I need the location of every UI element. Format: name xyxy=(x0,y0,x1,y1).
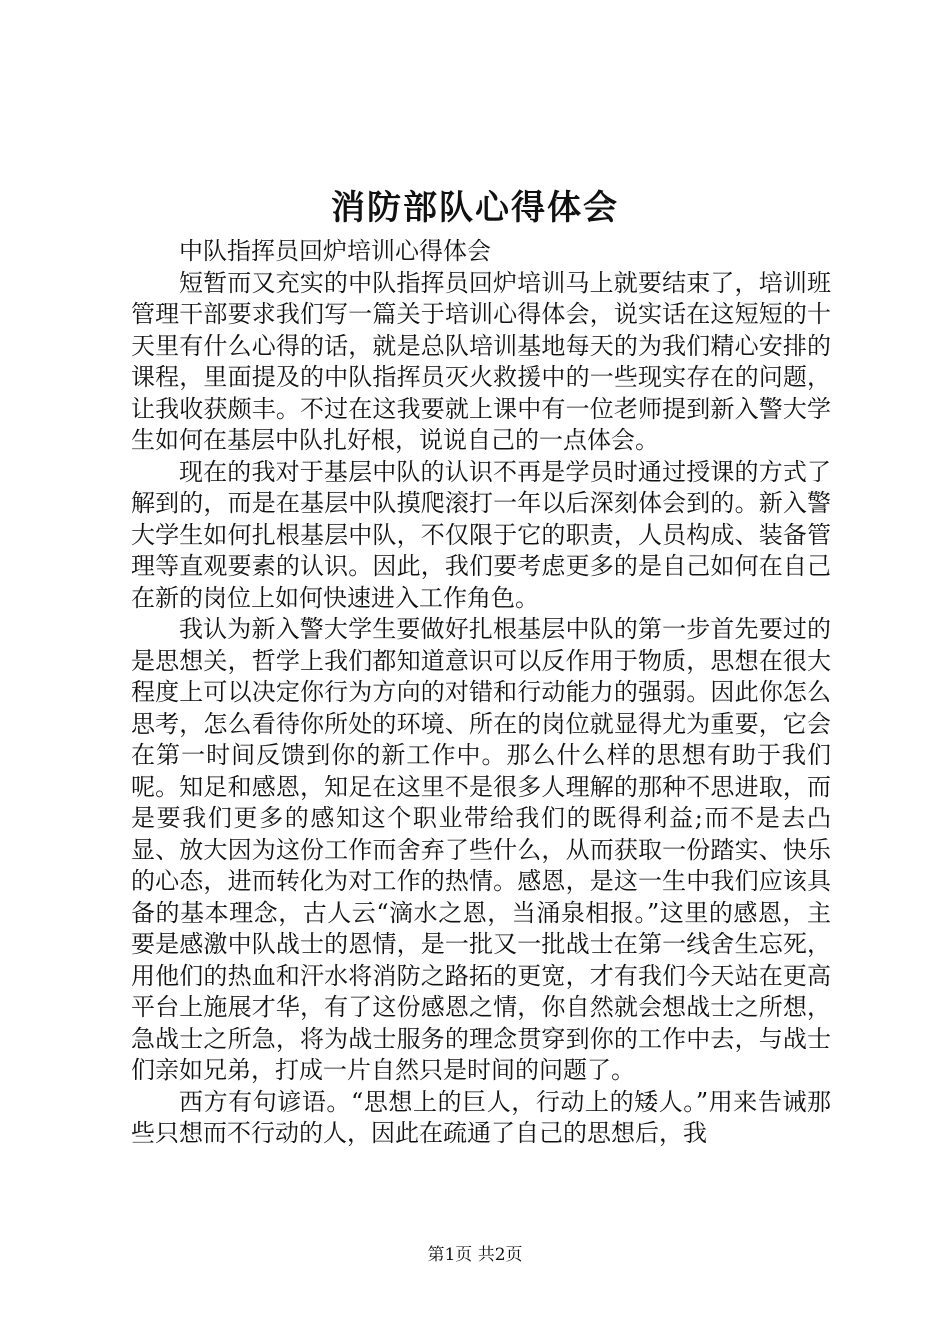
document-title: 消防部队心得体会 xyxy=(331,188,619,228)
document-subtitle: 中队指挥员回炉培训心得体会 xyxy=(179,237,491,265)
paragraph-2: 现在的我对于基层中队的认识不再是学员时通过授课的方式了解到的，而是在基层中队摸爬滚打一年以后深刻体会到的。新入警大学生如何扎根基层中队，不仅限于它的职责，人员构成、装备管理等直观要素的认识。因此，我们要考虑更多的是自己如何在自己在新的岗位上如何快速进入工作角色。 xyxy=(131,457,831,612)
paragraph-4: 西方有句谚语。“思想上的巨人，行动上的矮人。”用来告诫那些只想而不行动的人，因此在疏通了自己的思想后，我 xyxy=(131,1087,831,1147)
document-body xyxy=(131,236,831,1150)
page-footer: 第1页 共2页 xyxy=(427,1245,523,1265)
paragraph-3: 我认为新入警大学生要做好扎根基层中队的第一步首先要过的是思想关，哲学上我们都知道意识可以反作用于物质，思想在很大程度上可以决定你行为方向的对错和行动能力的强弱。因此你怎么思考，怎么看待你所处的环境、所在的岗位就显得尤为重要，它会在第一时间反馈到你的新工作中。那么什么样的思想有助于我们呢。知足和感恩，知足在这里不是很多人理解的那种不思进取，而是要我们更多的感知这个职业带给我们的既得利益;而不是去凸显、放大因为这份工作而舍弃了些什么，从而获取一份踏实、快乐的心态，进而转化为对工作的热情。感恩，是这一生中我们应该具备的基本理念，古人云“滴水之恩，当涌泉相报。”这里的感恩，主要是感激中队战士的恩情，是一批又一批战士在第一线舍生忘死，用他们的热血和汗水将消防之路拓的更宽，才有我们今天站在更高平台上施展才华，有了这份感恩之情，你自然就会想战士之所想，急战士之所急，将为战士服务的理念贯穿到你的工作中去，与战士们亲如兄弟，打成一片自然只是时间的问题了。 xyxy=(131,615,831,1084)
paragraph-1: 短暂而又充实的中队指挥员回炉培训马上就要结束了，培训班管理干部要求我们写一篇关于培训心得体会，说实话在这短短的十天里有什么心得的话，就是总队培训基地每天的为我们精心安排的课程，里面提及的中队指挥员灭火救援中的一些现实存在的问题，让我收获颇丰。不过在这我要就上课中有一位老师提到新入警大学生如何在基层中队扎好根，说说自己的一点体会。 xyxy=(131,268,831,454)
